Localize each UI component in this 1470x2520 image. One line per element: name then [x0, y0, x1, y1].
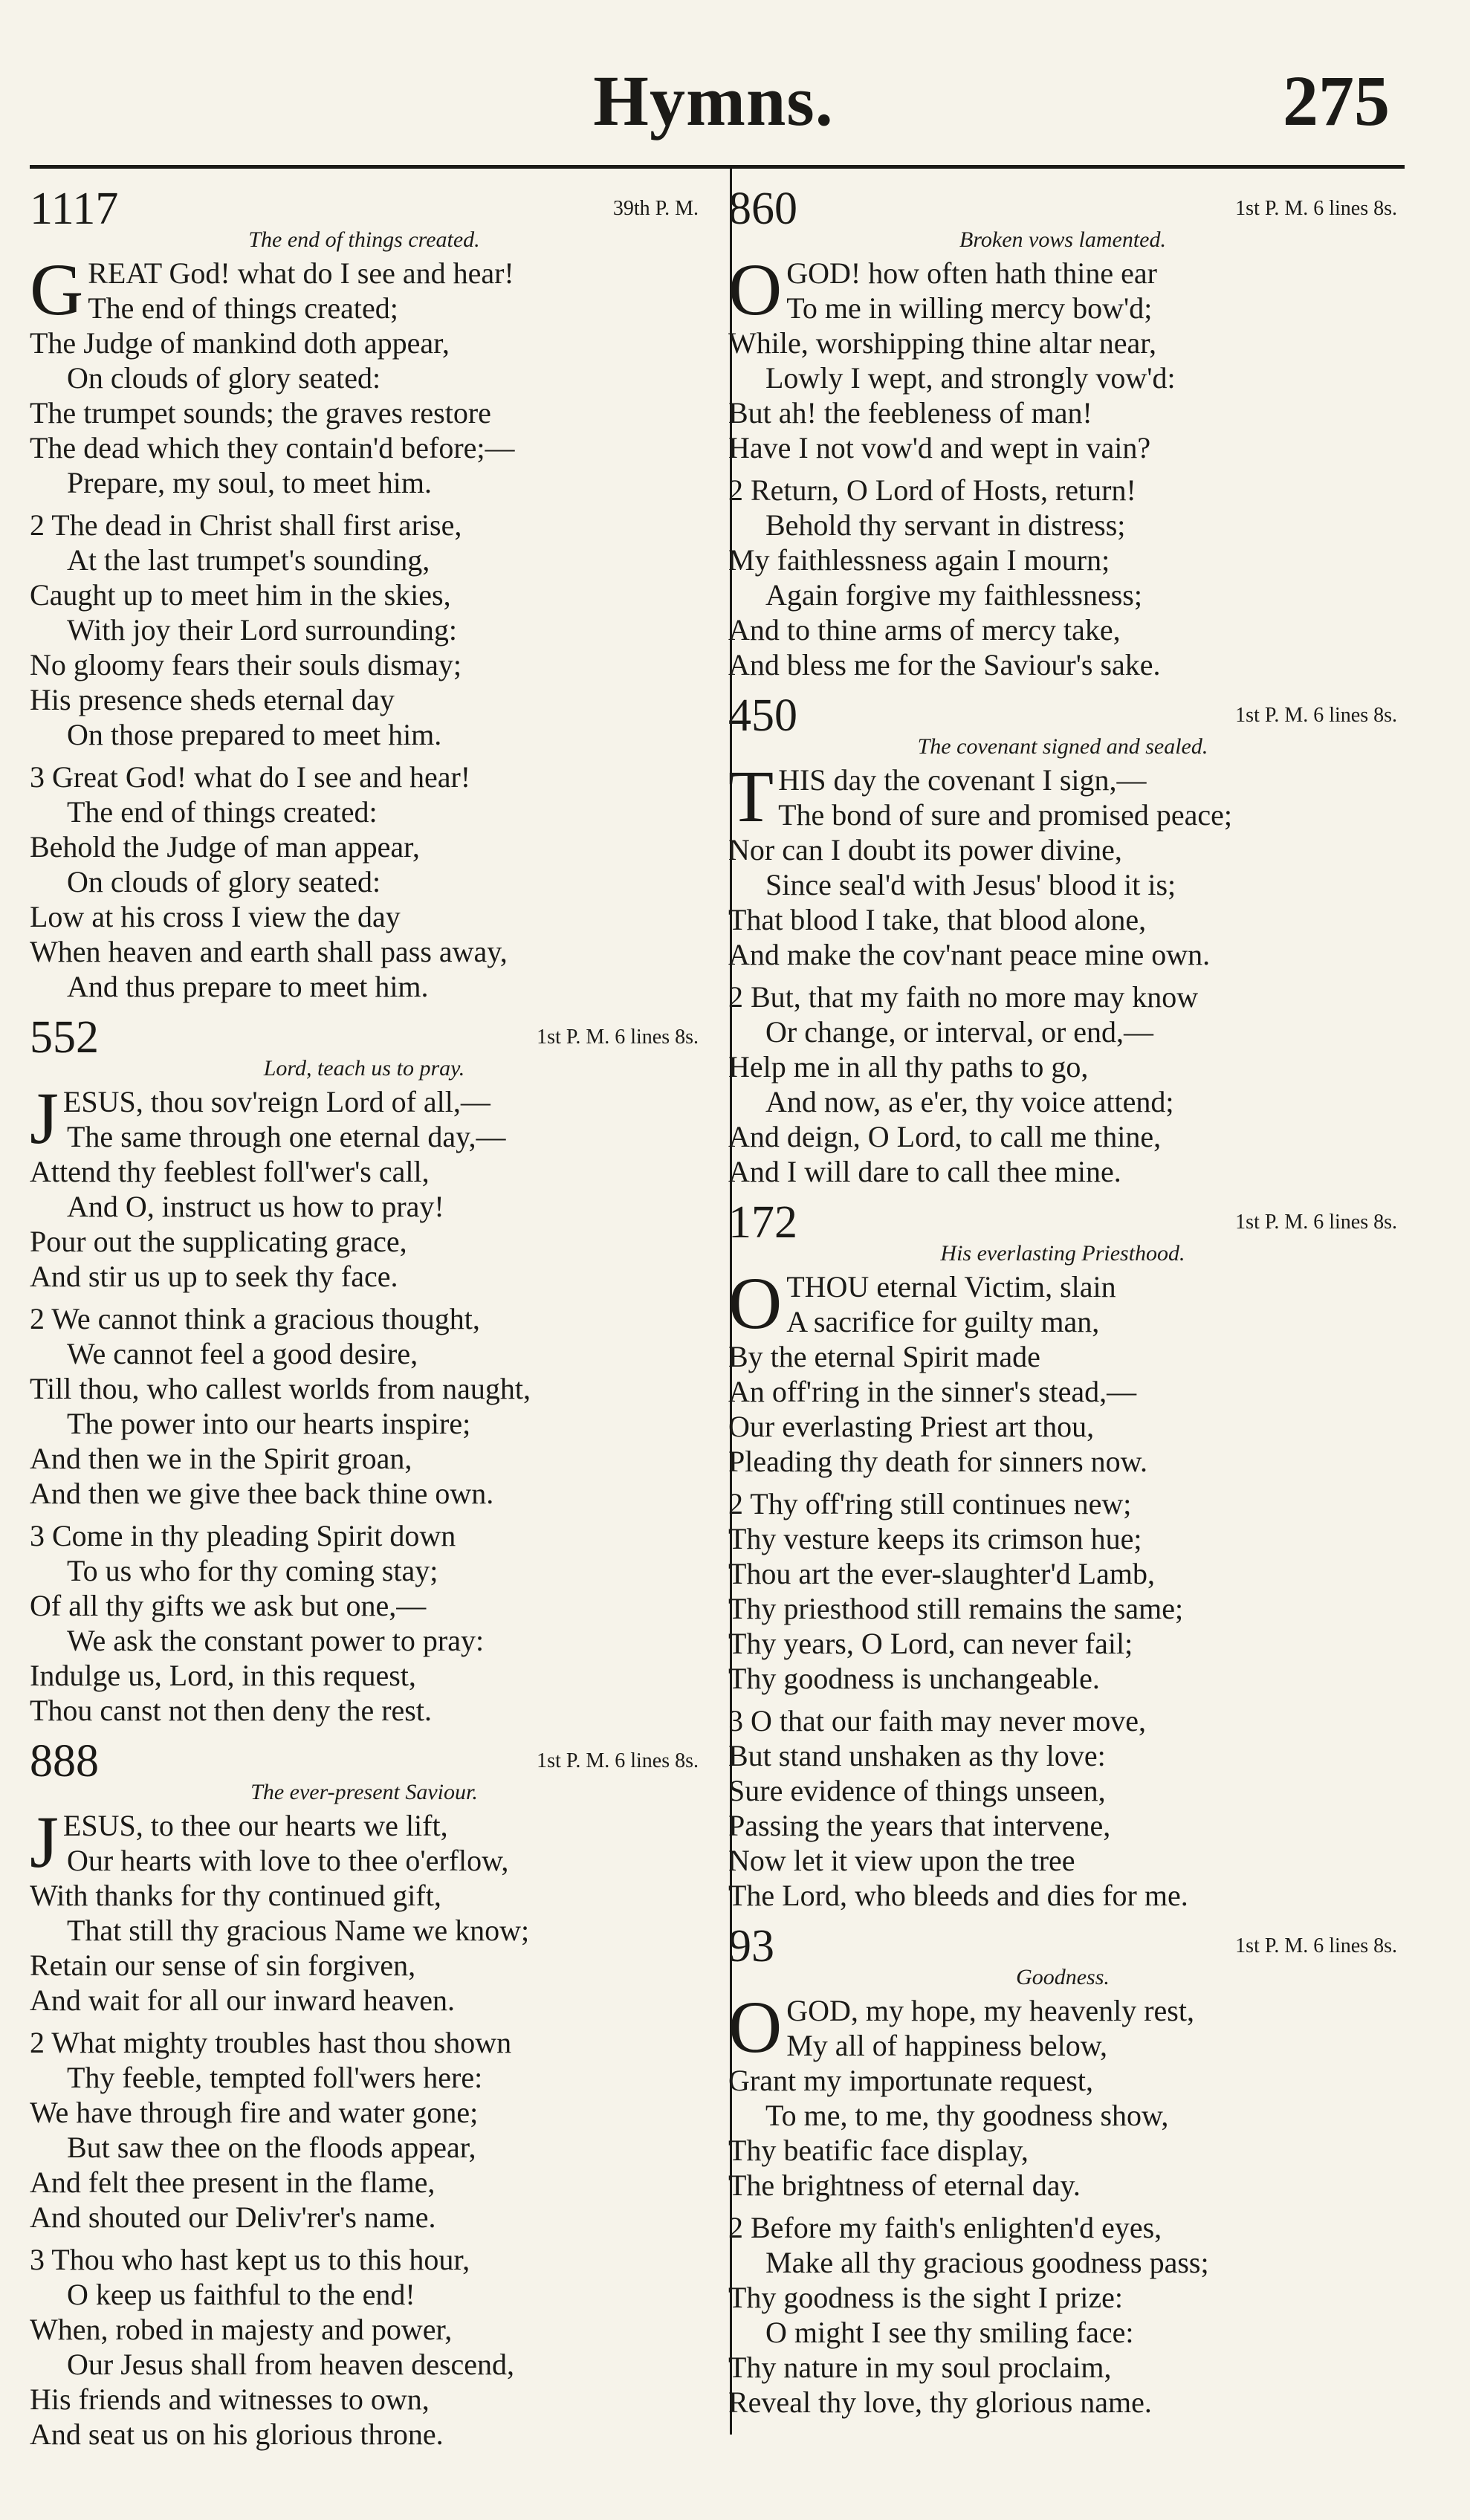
verse-line: The power into our hearts inspire; — [67, 1407, 471, 1440]
verse-line: We cannot feel a good desire, — [67, 1337, 418, 1370]
verse-line: Prepare, my soul, to meet him. — [67, 466, 433, 499]
verse-line: 2 The dead in Christ shall first arise, — [30, 508, 462, 542]
verse-line: Behold thy servant in distress; — [765, 508, 1126, 542]
verse-line: With joy their Lord surrounding: — [67, 613, 457, 647]
hymn-subtitle: Lord, teach us to pray. — [263, 1056, 465, 1081]
hymn-number: 888 — [30, 1736, 99, 1787]
verse-line: That still thy gracious Name we know; — [67, 1914, 530, 1947]
verse-line: Thou art the ever-slaughter'd Lamb, — [728, 1557, 1155, 1590]
verse-line: And now, as e'er, thy voice attend; — [765, 1085, 1174, 1118]
verse-line: 3 Great God! what do I see and hear! — [30, 760, 471, 794]
verse-line: And seat us on his glorious throne. — [30, 2417, 444, 2451]
verse-line: And thus prepare to meet him. — [67, 970, 429, 1003]
verse-line: Indulge us, Lord, in this request, — [30, 1659, 416, 1692]
verse-line: To us who for thy coming stay; — [67, 1554, 438, 1587]
hymn-number: 552 — [30, 1012, 99, 1063]
verse-line: Till thou, who callest worlds from naught, — [30, 1372, 531, 1405]
verse-line: Since seal'd with Jesus' blood it is; — [765, 868, 1176, 901]
hymn-1117 — [30, 186, 699, 1004]
verse-line: Reveal thy love, thy glorious name. — [728, 2385, 1152, 2419]
verse-line: When, robed in majesty and power, — [30, 2313, 453, 2346]
hymn-number: 1117 — [30, 184, 119, 234]
verse-line: Thy goodness is the sight I prize: — [728, 2281, 1124, 2314]
stanza — [728, 979, 1397, 1189]
verse-line: To me, to me, thy goodness show, — [765, 2099, 1169, 2132]
hymn-450 — [728, 690, 1397, 1189]
verse-line: And then we give thee back thine own. — [30, 1477, 494, 1510]
hymn-meter: 1st P. M. 6 lines 8s. — [1235, 704, 1397, 727]
hymn-number: 860 — [728, 184, 797, 234]
hymn-number: 450 — [728, 690, 797, 741]
verse-line: My all of happiness below, — [786, 2029, 1107, 2062]
verse-line: But stand unshaken as thy love: — [728, 1739, 1106, 1772]
verse-line: Thy nature in my soul proclaim, — [728, 2351, 1112, 2384]
hymn-subtitle: The covenant signed and sealed. — [917, 734, 1208, 759]
stanza — [728, 1486, 1397, 1696]
verse-line: And wait for all our inward heaven. — [30, 1983, 456, 2017]
verse-line: His presence sheds eternal day — [30, 683, 395, 716]
verse-line: And shouted our Deliv'rer's name. — [30, 2200, 436, 2234]
verse-line: 3 O that our faith may never move, — [728, 1704, 1147, 1737]
verse-line: While, worshipping thine altar near, — [728, 326, 1156, 360]
verse-line: To me in willing mercy bow'd; — [786, 291, 1153, 325]
verse-line: Attend thy feeblest foll'wer's call, — [30, 1155, 430, 1188]
verse-line: By the eternal Spirit made — [728, 1340, 1040, 1373]
verse-line: Of all thy gifts we ask but one,— — [30, 1589, 427, 1622]
verse-line: When heaven and earth shall pass away, — [30, 935, 508, 968]
verse-line: Have I not vow'd and wept in vain? — [728, 431, 1151, 464]
verse-line: Passing the years that intervene, — [728, 1809, 1111, 1842]
left-column — [30, 186, 699, 2462]
verse-line: The end of things created; — [88, 291, 398, 325]
hymn-172 — [728, 1199, 1397, 1913]
verse-line: ESUS, to thee our hearts we lift, — [62, 1809, 448, 1842]
verse-line: Behold the Judge of man appear, — [30, 830, 420, 864]
header-rule — [30, 165, 1405, 169]
verse-line: And I will dare to call thee mine. — [728, 1155, 1121, 1188]
verse-line: 2 Before my faith's enlighten'd eyes, — [728, 2211, 1162, 2244]
verse-line: Caught up to meet him in the skies, — [30, 578, 451, 612]
verse-line: But saw thee on the floods appear, — [67, 2131, 476, 2164]
verse-line: Nor can I doubt its power divine, — [728, 833, 1122, 867]
verse-line: No gloomy fears their souls dismay; — [30, 648, 462, 681]
verse-line: Our hearts with love to thee o'erflow, — [67, 1844, 509, 1877]
verse-line: Lowly I wept, and strongly vow'd: — [765, 361, 1176, 395]
drop-cap: O — [728, 1262, 783, 1344]
verse-line: Make all thy gracious goodness pass; — [765, 2246, 1209, 2279]
verse-line: 3 Come in thy pleading Spirit down — [30, 1519, 456, 1552]
page-title: Hymns. — [593, 61, 834, 140]
verse-line: That blood I take, that blood alone, — [728, 903, 1147, 936]
hymn-subtitle: Broken vows lamented. — [959, 227, 1166, 252]
verse-line: 2 Return, O Lord of Hosts, return! — [728, 473, 1136, 507]
stanza — [728, 248, 1397, 465]
stanza — [30, 508, 699, 752]
verse-line: Thy years, O Lord, can never fail; — [728, 1627, 1133, 1660]
verse-line: The same through one eternal day,— — [67, 1120, 506, 1153]
verse-line: THOU eternal Victim, slain — [786, 1270, 1116, 1303]
verse-line: Pleading thy death for sinners now. — [728, 1445, 1147, 1478]
hymn-subtitle: The end of things created. — [248, 227, 480, 252]
verse-line: Thy goodness is unchangeable. — [728, 1662, 1100, 1695]
verse-line: And stir us up to seek thy face. — [30, 1260, 398, 1293]
stanza — [728, 2210, 1397, 2420]
hymn-subtitle: The ever-present Saviour. — [250, 1780, 478, 1804]
verse-line: On clouds of glory seated: — [67, 361, 381, 395]
hymn-header — [30, 1736, 699, 1787]
verse-line: Retain our sense of sin forgiven, — [30, 1949, 416, 1982]
stanza — [728, 473, 1397, 682]
stanza — [30, 1801, 699, 2018]
verse-line: Sure evidence of things unseen, — [728, 1774, 1106, 1807]
hymn-header — [30, 186, 699, 232]
verse-line: The Judge of mankind doth appear, — [30, 326, 450, 360]
verse-line: Low at his cross I view the day — [30, 900, 401, 933]
drop-cap: O — [728, 248, 783, 331]
verse-line: Thy vesture keeps its crimson hue; — [728, 1522, 1142, 1555]
stanza — [728, 1986, 1397, 2203]
verse-line: And O, instruct us how to pray! — [67, 1190, 444, 1223]
verse-line: And bless me for the Saviour's sake. — [728, 648, 1161, 681]
verse-line: 2 What mighty troubles hast thou shown — [30, 2026, 512, 2059]
hymn-meter: 1st P. M. 6 lines 8s. — [1235, 197, 1397, 220]
verse-line: The brightness of eternal day. — [728, 2168, 1081, 2202]
hymn-860 — [728, 186, 1397, 682]
verse-line: Thy feeble, tempted foll'wers here: — [67, 2061, 483, 2094]
verse-line: His friends and witnesses to own, — [30, 2383, 430, 2416]
hymn-552 — [30, 1014, 699, 1728]
verse-line: And then we in the Spirit groan, — [30, 1442, 412, 1475]
verse-line: And to thine arms of mercy take, — [728, 613, 1121, 647]
stanza — [30, 2025, 699, 2235]
verse-line: The dead which they contain'd before;— — [30, 431, 515, 464]
stanza — [30, 1518, 699, 1728]
drop-cap: J — [30, 1077, 59, 1159]
verse-line: Or change, or interval, or end,— — [765, 1015, 1154, 1049]
verse-line: Our Jesus shall from heaven descend, — [67, 2348, 515, 2381]
drop-cap: G — [30, 248, 84, 331]
stanza — [30, 1077, 699, 1294]
stanza — [728, 755, 1397, 972]
verse-line: Pour out the supplicating grace, — [30, 1225, 407, 1258]
hymn-93 — [728, 1923, 1397, 2420]
hymn-subtitle: Goodness. — [1016, 1965, 1110, 1989]
hymn-header — [728, 1199, 1397, 1246]
hymn-meter: 39th P. M. — [612, 197, 699, 220]
verse-line: Help me in all thy paths to go, — [728, 1050, 1089, 1084]
stanza — [30, 248, 699, 500]
verse-line: 2 But, that my faith no more may know — [728, 980, 1199, 1014]
verse-line: A sacrifice for guilty man, — [786, 1305, 1100, 1338]
verse-line: The bond of sure and promised peace; — [778, 798, 1232, 832]
verse-line: Thy priesthood still remains the same; — [728, 1592, 1184, 1625]
drop-cap: O — [728, 1986, 783, 2068]
stanza — [30, 2242, 699, 2452]
drop-cap: J — [30, 1801, 59, 1883]
verse-line: O keep us faithful to the end! — [67, 2278, 415, 2311]
verse-line: O might I see thy smiling face: — [765, 2316, 1134, 2349]
verse-line: REAT God! what do I see and hear! — [88, 256, 514, 290]
verse-line: And felt thee present in the flame, — [30, 2166, 436, 2199]
verse-line: Thou canst not then deny the rest. — [30, 1694, 432, 1727]
stanza — [728, 1262, 1397, 1479]
verse-line: And deign, O Lord, to call me thine, — [728, 1120, 1162, 1153]
verse-line: ESUS, thou sov'reign Lord of all,— — [62, 1085, 490, 1118]
page-number: 275 — [1283, 61, 1390, 140]
verse-line: We ask the constant power to pray: — [67, 1624, 485, 1657]
verse-line: GOD! how often hath thine ear — [786, 256, 1157, 290]
hymn-header — [728, 1921, 1397, 1972]
right-column — [728, 186, 1397, 2430]
verse-line: But ah! the feebleness of man! — [728, 396, 1092, 430]
verse-line: The Lord, who bleeds and dies for me. — [728, 1879, 1188, 1912]
verse-line: An off'ring in the sinner's stead,— — [728, 1375, 1137, 1408]
hymn-meter: 1st P. M. 6 lines 8s. — [537, 1026, 699, 1049]
verse-line: The trumpet sounds; the graves restore — [30, 396, 491, 430]
hymn-meter: 1st P. M. 6 lines 8s. — [1235, 1211, 1397, 1234]
hymn-888 — [30, 1738, 699, 2452]
verse-line: Now let it view upon the tree — [728, 1844, 1075, 1877]
drop-cap: T — [728, 755, 774, 838]
verse-line: Our everlasting Priest art thou, — [728, 1410, 1095, 1443]
hymn-number: 93 — [728, 1921, 774, 1972]
verse-line: Grant my importunate request, — [728, 2064, 1093, 2097]
verse-line: 3 Thou who hast kept us to this hour, — [30, 2243, 470, 2276]
verse-line: On those prepared to meet him. — [67, 718, 442, 751]
stanza — [728, 1703, 1397, 1913]
verse-line: At the last trumpet's sounding, — [67, 543, 430, 577]
verse-line: The end of things created: — [67, 795, 378, 829]
verse-line: 2 We cannot think a gracious thought, — [30, 1302, 480, 1335]
verse-line: 2 Thy off'ring still continues new; — [728, 1487, 1132, 1520]
hymn-subtitle: His everlasting Priesthood. — [940, 1241, 1185, 1266]
verse-line: GOD, my hope, my heavenly rest, — [786, 1994, 1194, 2027]
verse-line: With thanks for thy continued gift, — [30, 1879, 441, 1912]
verse-line: We have through fire and water gone; — [30, 2096, 479, 2129]
hymn-meter: 1st P. M. 6 lines 8s. — [537, 1749, 699, 1772]
verse-line: My faithlessness again I mourn; — [728, 543, 1110, 577]
verse-line: On clouds of glory seated: — [67, 865, 381, 898]
verse-line: Again forgive my faithlessness; — [765, 578, 1142, 612]
hymn-header — [728, 186, 1397, 232]
hymn-meter: 1st P. M. 6 lines 8s. — [1235, 1934, 1397, 1957]
verse-line: HIS day the covenant I sign,— — [778, 763, 1147, 797]
hymn-number: 172 — [728, 1197, 797, 1248]
stanza — [30, 1301, 699, 1511]
hymn-header — [30, 1012, 699, 1063]
stanza — [30, 759, 699, 1004]
verse-line: And make the cov'nant peace mine own. — [728, 938, 1211, 971]
hymn-header — [728, 690, 1397, 741]
verse-line: Thy beatific face display, — [728, 2134, 1029, 2167]
